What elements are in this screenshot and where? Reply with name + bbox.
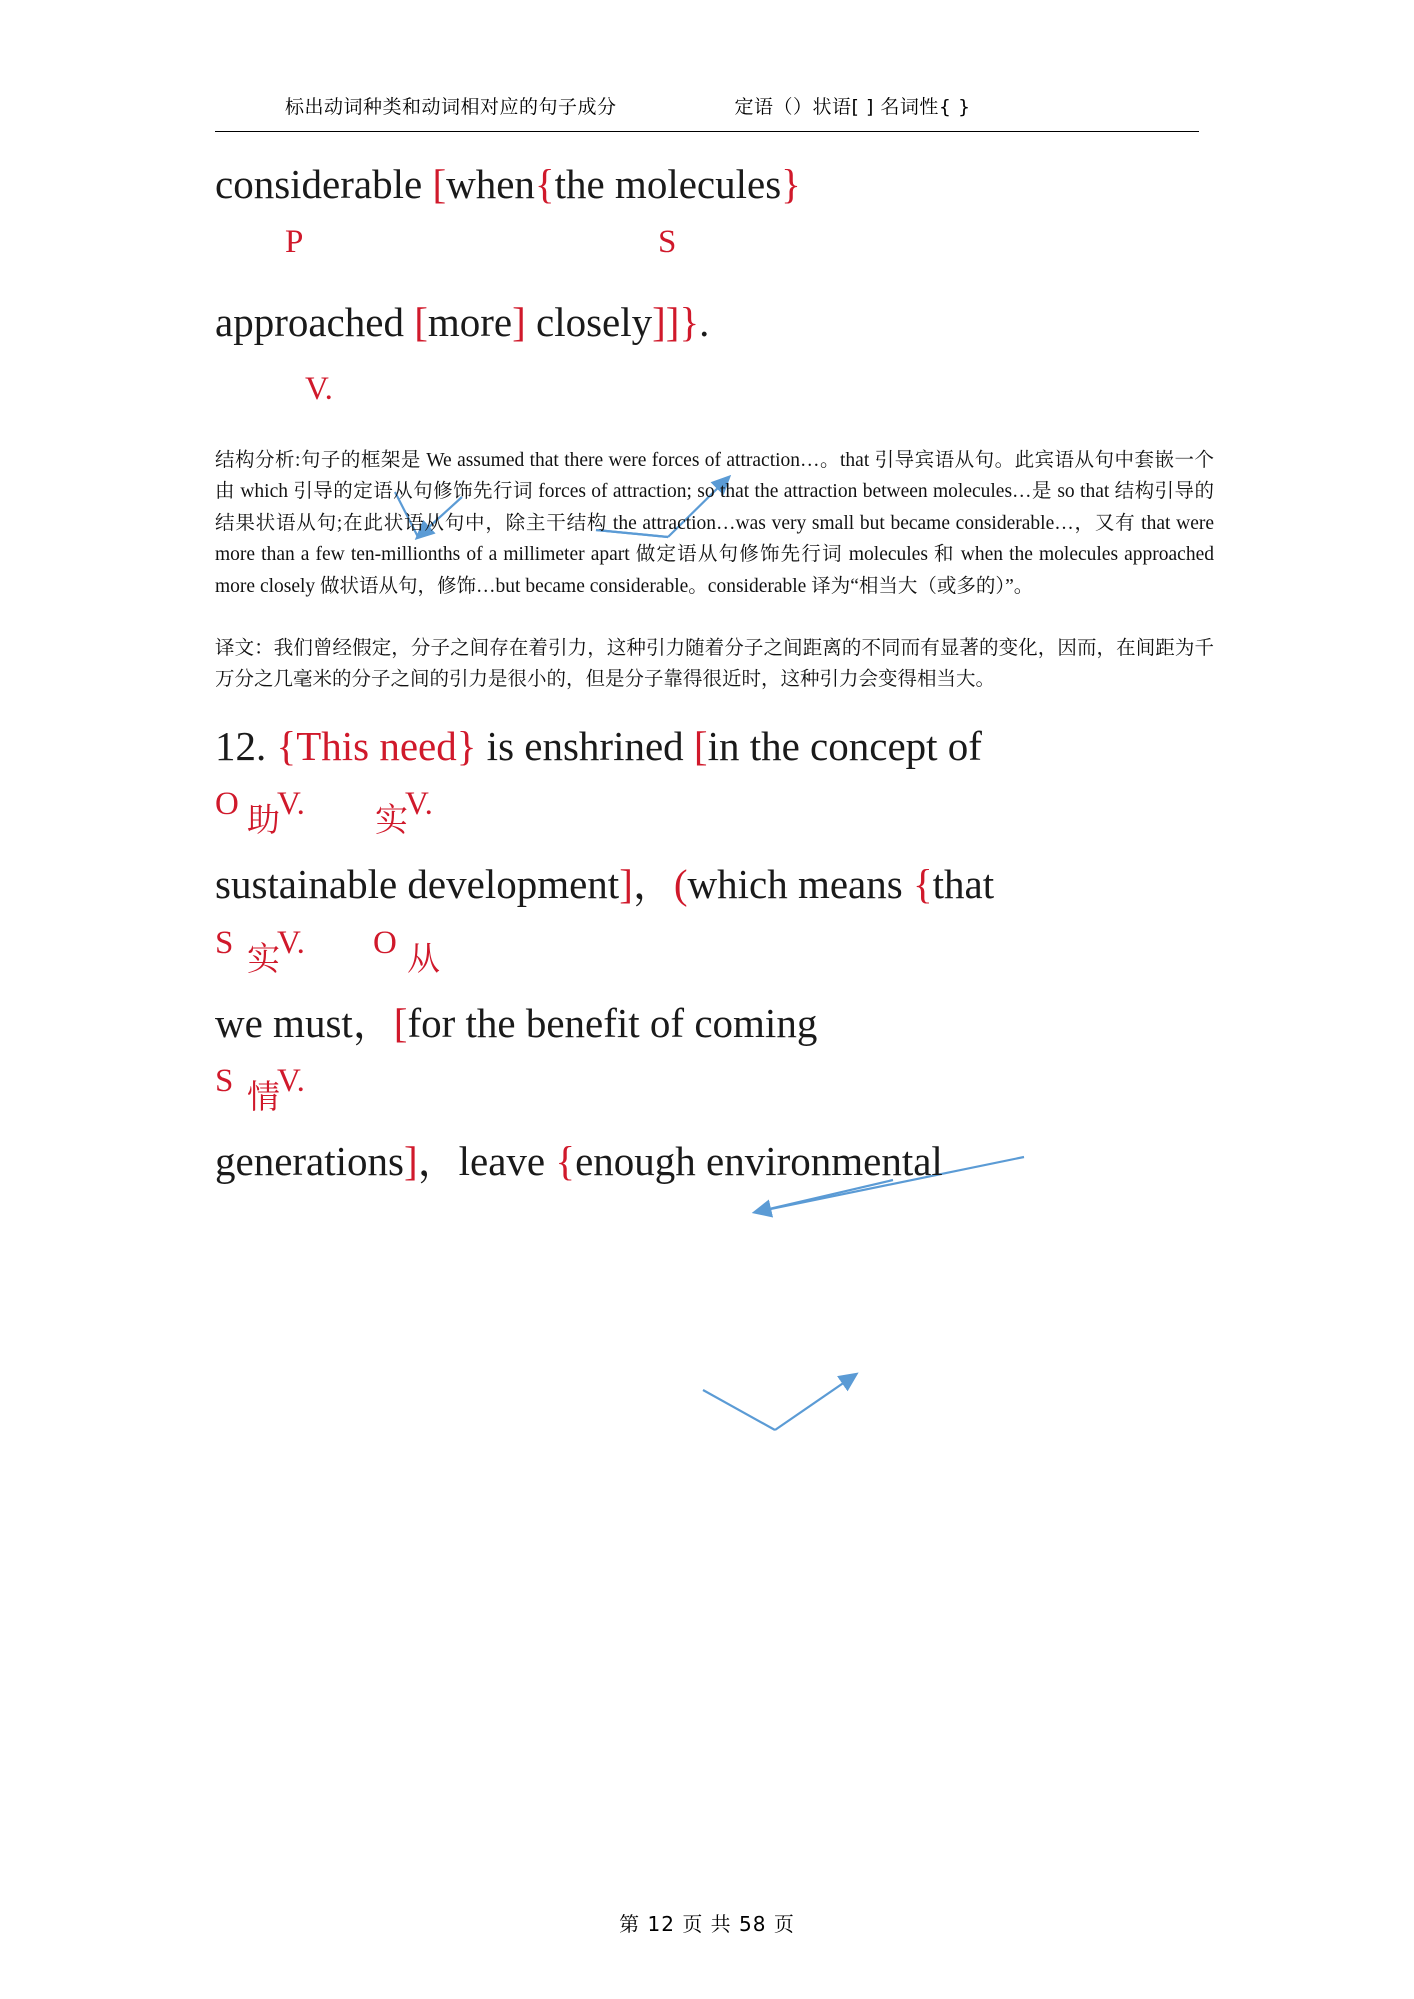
sentence-line-5 (215, 999, 1214, 1047)
tag-modal-qing: 情 (247, 1079, 280, 1116)
tag-object-o-2: O (373, 924, 397, 961)
tag-row-4 (215, 924, 1214, 978)
tag-predicate-p: P (285, 224, 304, 261)
tag-notional-shi-2: 实 (247, 941, 280, 978)
line4-comma: ， (632, 861, 674, 908)
line1-close-brace: } (781, 161, 801, 207)
line4-which-means: which means (687, 861, 913, 908)
tag-verb-v-aux: V. (277, 786, 305, 823)
tag-row-2 (215, 363, 1214, 421)
sentence-line-6 (215, 1137, 1214, 1185)
line4-open-paren: ( (673, 861, 688, 908)
line1-open-brace: { (534, 161, 555, 207)
sentence-line-3 (215, 722, 1214, 770)
tag-row-3 (215, 786, 1214, 840)
line2-period: . (699, 299, 710, 346)
page-footer: 第 12 页 共 58 页 (619, 1912, 795, 1936)
line1-seg-molecules: the molecules (554, 161, 782, 207)
line4-close-bracket: ] (619, 861, 633, 908)
tag-object-o: O (215, 786, 239, 823)
tag-verb-v-2: V. (277, 924, 305, 961)
line1-open-bracket: [ (432, 161, 447, 207)
tag-verb-v-notional: V. (405, 786, 433, 823)
line3-open-brace: { (276, 722, 297, 769)
line2-close-bracket: ] (512, 299, 526, 346)
line5-we-must: we must， (215, 999, 394, 1046)
line6-open-brace: { (555, 1137, 576, 1184)
header-divider (215, 131, 1199, 132)
line2-open-bracket: [ (414, 299, 428, 346)
item-number-12: 12. (215, 722, 277, 769)
tag-subject-s-2: S (215, 924, 234, 961)
document-content (215, 160, 1214, 1185)
tag-subject-s: S (658, 224, 677, 261)
translation-paragraph: 译文：我们曾经假定，分子之间存在着引力，这种引力随着分子之间距离的不同而有显著的变化，因而，在间距为千万分之几毫米的分子之间的引力是很小的，但是分子靠得很近时，这种引力会变得相当大。 (215, 637, 1214, 691)
line6-close-bracket: ] (403, 1137, 418, 1184)
line2-seg-closely: closely (525, 299, 653, 346)
tag-verb-v-3: V. (277, 1062, 305, 1099)
tag-clause-cong: 从 (407, 941, 440, 978)
header-right-legend: 定语（）状语[ ] 名词性{ } (734, 96, 971, 118)
line5-open-bracket: [ (393, 999, 408, 1046)
line2-seg-approached: approached (215, 299, 415, 346)
line2-close-group: ]]} (652, 299, 700, 346)
line4-that: that (932, 861, 995, 908)
line1-seg-considerable: considerable (215, 161, 433, 207)
line5-for-benefit: for the benefit of coming (407, 999, 818, 1046)
tag-auxiliary-zhu: 助 (247, 803, 280, 840)
sentence-line-4 (215, 860, 1214, 908)
line6-leave: ，leave (417, 1137, 556, 1184)
line6-enough-env: enough environmental (575, 1137, 943, 1184)
tag-notional-shi: 实 (375, 803, 408, 840)
line4-sustainable: sustainable development (215, 861, 620, 908)
tag-row-1 (215, 224, 1214, 270)
line3-open-bracket: [ (693, 722, 708, 769)
header-left-title: 标出动词种类和动词相对应的句子成分 (285, 96, 617, 118)
line4-open-brace: { (912, 861, 933, 908)
tag-verb-v: V. (305, 370, 333, 407)
tag-subject-s-3: S (215, 1062, 234, 1099)
line3-in-concept: in the concept of (707, 722, 982, 769)
sentence-line-2 (215, 298, 1214, 346)
line3-close-brace: } (456, 722, 477, 769)
line3-this-need: This need (296, 722, 457, 769)
page-header (215, 92, 1199, 119)
line6-generations: generations (215, 1137, 404, 1184)
line3-is-enshrined: is enshrined (476, 722, 694, 769)
structure-analysis-paragraph: 结构分析:句子的框架是 We assumed that there were forces of attraction…。that 引导宾语从句。此宾语从句中套嵌一个由 which 引导的定语从句修饰先行词 forces of attraction; so that the attraction between molecules…是 so that 结构引导的结果状语从句;在此状语从句中，除主干结构 the attraction…was very small but became considerable…，又有 that were more than a few ten-millionths of a millimeter apart 做定语从句修饰先行词 molecules 和 when the molecules approached more closely 做状语从句，修饰…but became considerable。considerable 译为“相当大（或多的）”。 (215, 449, 1214, 598)
line1-seg-when: when (446, 161, 535, 207)
sentence-line-1 (215, 160, 1214, 208)
tag-row-5 (215, 1062, 1214, 1116)
line2-seg-more: more (427, 299, 513, 346)
